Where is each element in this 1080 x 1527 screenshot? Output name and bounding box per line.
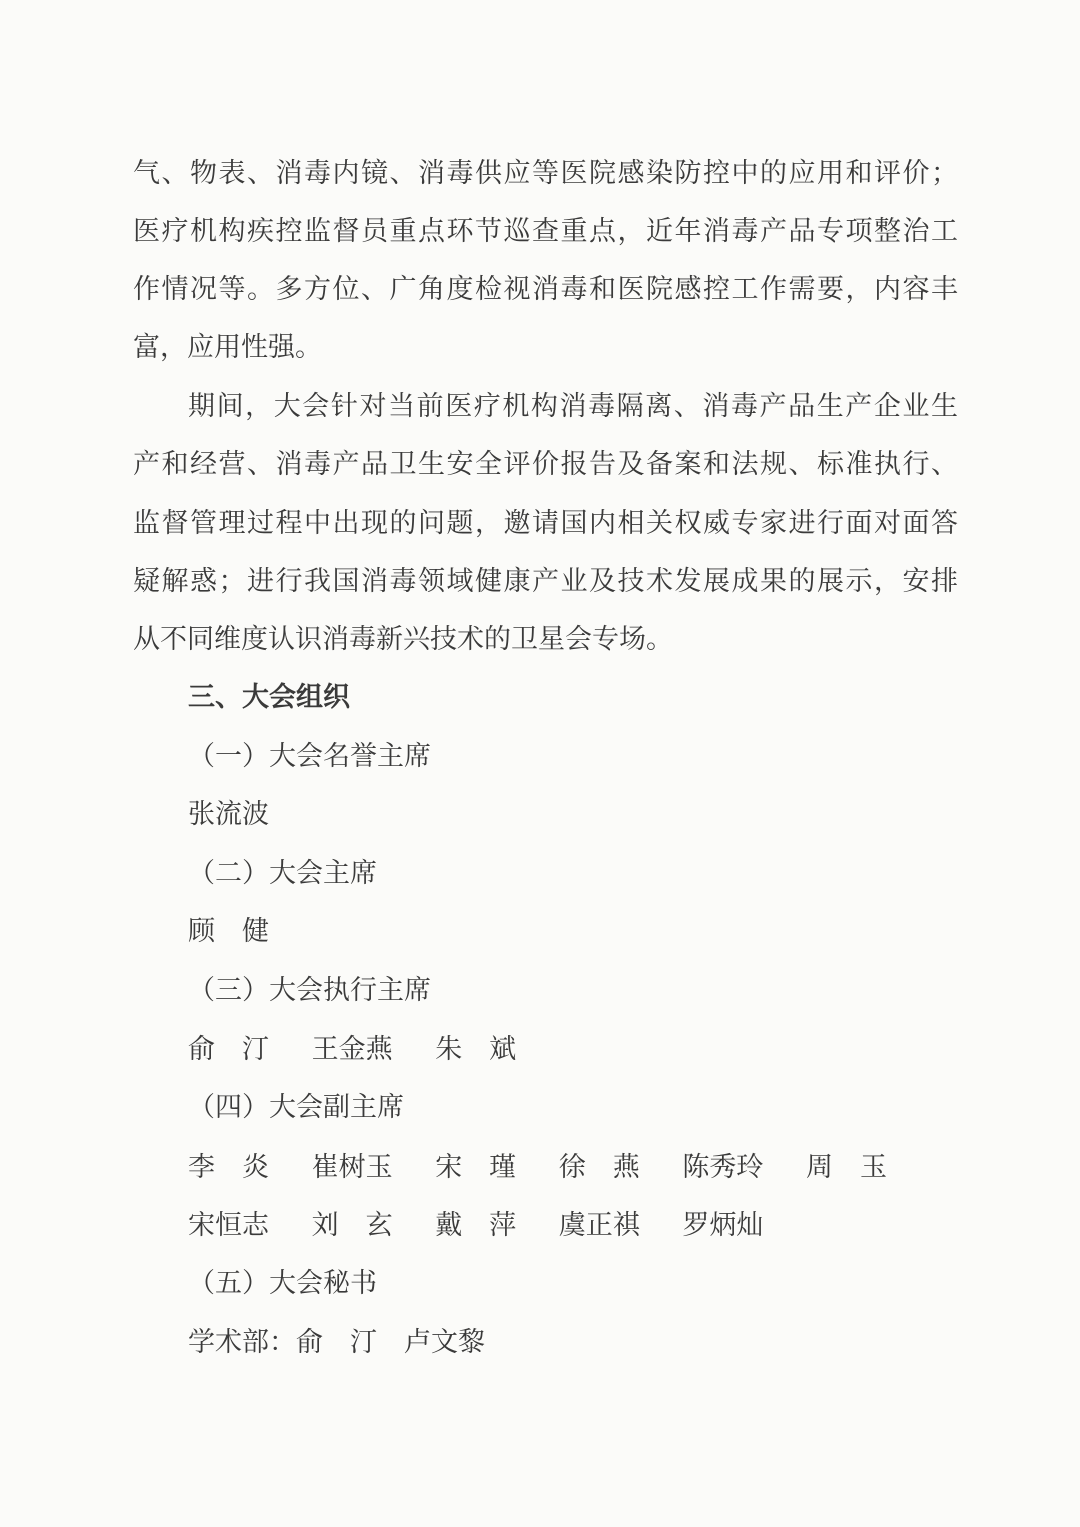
name-entry: 刘 玄 [311,1210,393,1241]
paragraph-line: 疑解惑；进行我国消毒领域健康产业及技术发展成果的展示，安排 [133,566,958,597]
name-entry: 戴 萍 [435,1210,517,1241]
paragraph-line: 产和经营、消毒产品卫生安全评价报告及备案和法规、标准执行、 [133,449,958,480]
paragraph-line: 期间，大会针对当前医疗机构消毒隔离、消毒产品生产企业生 [188,391,958,422]
name-entry: 俞 汀 [188,1034,269,1065]
paragraph-line: 医疗机构疾控监督员重点环节巡查重点，近年消毒产品专项整治工 [133,216,958,247]
name-entry: 崔树玉 [311,1152,393,1183]
subsection-title: （一）大会名誉主席 [188,741,431,772]
name-entry: 虞正祺 [558,1210,640,1241]
name-entry: 宋恒志 [188,1210,269,1241]
name-row [188,1150,921,1186]
subsection-title: （二）大会主席 [188,858,377,889]
name-entry: 罗炳灿 [682,1210,764,1241]
subsection-title: （三）大会执行主席 [188,975,431,1006]
name-row [188,1208,797,1244]
name-entry: 宋 瑾 [435,1152,517,1183]
name-entry: 李 炎 [188,1152,269,1183]
section-heading: 三、大会组织 [188,682,350,713]
paragraph-line: 富，应用性强。 [133,332,322,363]
name-entry: 张流波 [188,799,269,830]
name-entry: 徐 燕 [558,1152,640,1183]
paragraph-line: 作情况等。多方位、广角度检视消毒和医院感控工作需要，内容丰 [133,274,958,305]
name-entry: 顾 健 [188,916,269,947]
subsection-title: （四）大会副主席 [188,1092,404,1123]
name-entry: 朱 斌 [435,1034,517,1065]
name-entry: 陈秀玲 [682,1152,764,1183]
name-entry: 周 玉 [805,1152,887,1183]
paragraph-line: 监督管理过程中出现的问题，邀请国内相关权威专家进行面对面答 [133,508,958,539]
name-entry: 学术部：俞 汀 卢文黎 [188,1327,485,1358]
paragraph-line: 从不同维度认识消毒新兴技术的卫星会专场。 [133,624,673,655]
subsection-title: （五）大会秘书 [188,1268,377,1299]
name-entry: 王金燕 [311,1034,393,1065]
name-row [188,1032,550,1068]
paragraph-line: 气、物表、消毒内镜、消毒供应等医院感染防控中的应用和评价； [133,158,958,189]
